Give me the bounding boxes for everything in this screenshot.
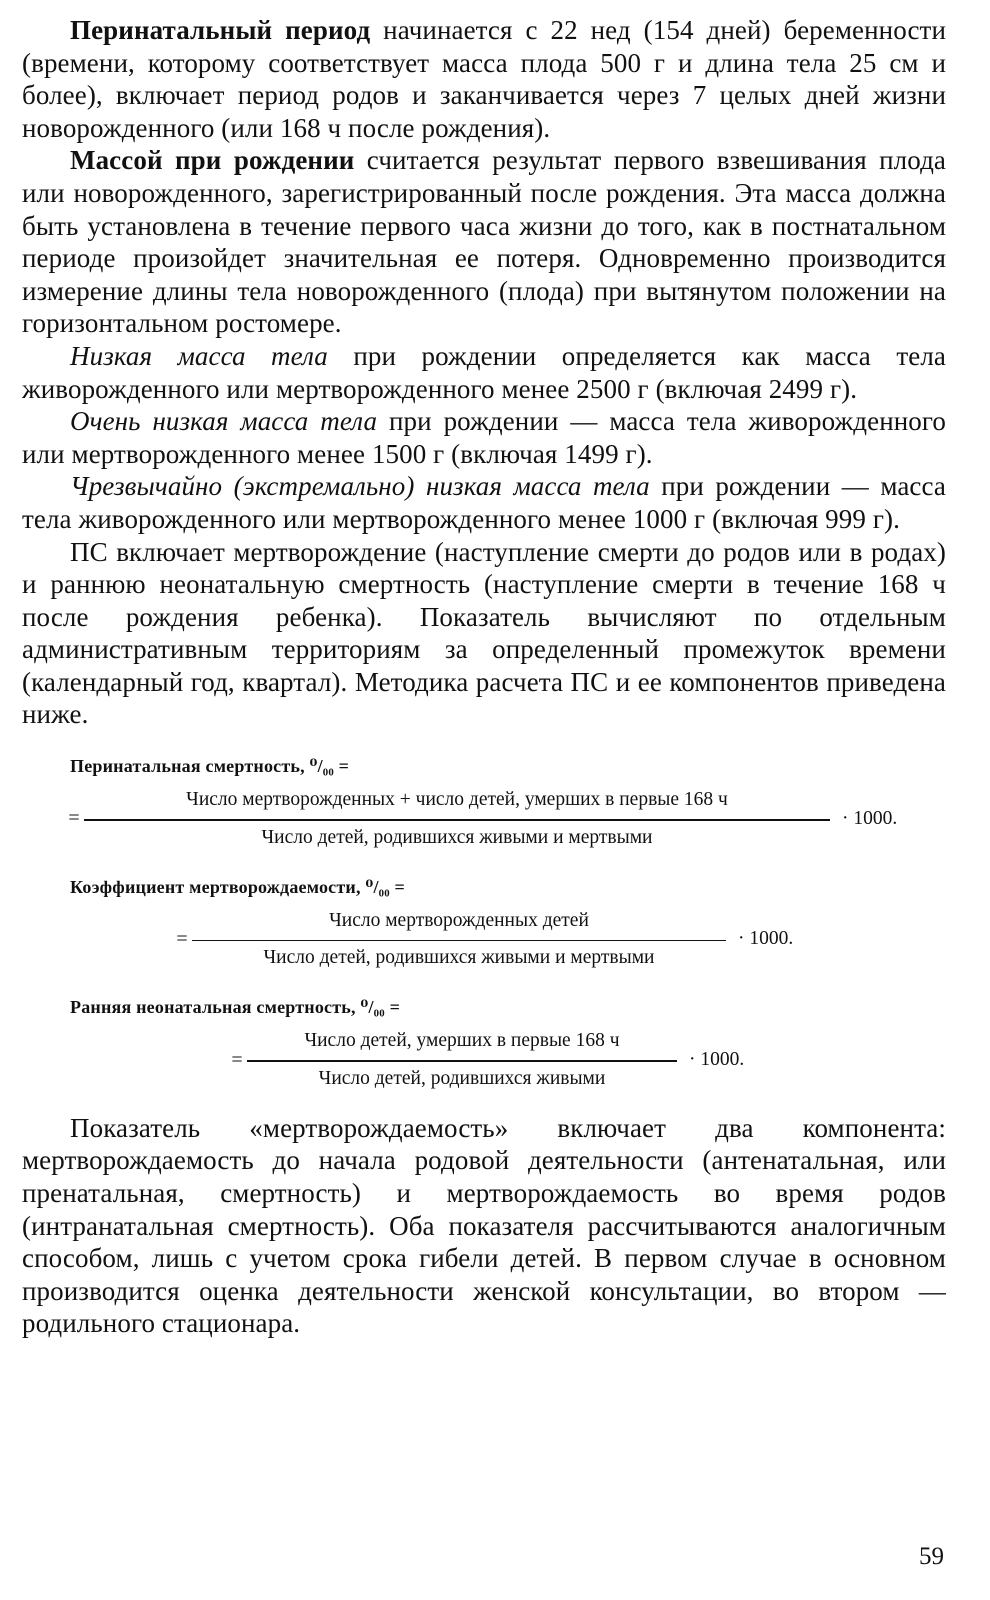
- term-extremely-low-weight: Чрезвычайно (экстремально) низкая масса тела: [70, 471, 650, 502]
- fraction-bar: [247, 1060, 677, 1062]
- fraction-bar: [192, 940, 726, 942]
- page-body: [22, 14, 946, 1340]
- paragraph-text: при рождении определяется как масса тела живорожденного или мертворожденного менее 2500 г (включая 2499 г).: [22, 340, 946, 404]
- paragraph-very-low-weight: [22, 405, 946, 470]
- fraction-row: [64, 787, 946, 851]
- formula-title: Ранняя неонатальная смертность, ⁰/₀₀ =: [70, 997, 401, 1018]
- term-low-weight: Низкая масса тела: [70, 340, 328, 371]
- page-number: 59: [919, 1543, 944, 1570]
- fraction: [192, 908, 726, 972]
- paragraph-text: начинается с 22 нед (154 дней) беременности (времени, которому соответствует масса плода 500 г и длина тела 25 см и более), включает период родов и заканчивается через 7 целых дней жизни новорожденного (или 168 ч после рождения).: [22, 15, 947, 143]
- equals-sign: =: [231, 1048, 243, 1071]
- multiplier: · 1000.: [738, 928, 794, 950]
- multiplier: · 1000.: [842, 807, 898, 829]
- fraction-row: [227, 1028, 946, 1092]
- formula-stillbirth-rate: [22, 877, 946, 972]
- term-birth-weight: Массой при рождении: [70, 145, 355, 176]
- paragraph-text: при рождении — масса тела живорожденного или мертворожденного менее 1000 г (включая 999 г).: [22, 471, 947, 534]
- denominator: Число детей, родившихся живыми и мертвыми: [261, 826, 653, 848]
- term-very-low-weight: Очень низкая масса тела: [70, 406, 378, 437]
- paragraph-stillbirth-components: [22, 1112, 946, 1340]
- fraction: [247, 1028, 677, 1092]
- equals-sign: =: [176, 927, 188, 950]
- fraction: [84, 787, 830, 851]
- formula-title: Коэффициент мертворождаемости, ⁰/₀₀ =: [70, 876, 406, 897]
- formula-perinatal-mortality: [22, 756, 946, 851]
- paragraph-text: считается результат первого взвешивания плода или новорожденного, зарегистрированный после рождения. Эта масса должна быть установлена в течение первого часа жизни до того, как в постнатальном периоде произойдет значительная ее потеря. Одновременно производится измерение длины тела новорожденного (плода) при вытянутом положении на горизонтальном ростомере.: [22, 145, 946, 339]
- paragraph-perinatal-period: [22, 14, 946, 144]
- fraction-bar: [84, 819, 830, 821]
- numerator: Число мертворожденных + число детей, умерших в первые 168 ч: [186, 789, 728, 811]
- paragraph-birth-weight: [22, 144, 946, 340]
- paragraph-text: ПС включает мертворождение (наступление смерти до родов или в родах) и раннюю неонатальную смертность (наступление смерти в течение 168 ч после рождения ребенка). Показатель вычисляют по отдельным административным территориям за определенный промежуток времени (календарный год, квартал). Методика расчета ПС и ее компонентов приведена ниже.: [22, 536, 946, 730]
- paragraph-ps-definition: [22, 536, 946, 732]
- paragraph-text: Показатель «мертворождаемость» включает два компонента: мертворождаемость до начала родовой деятельности (антенатальная, или пренатальная, смертность) и мертворождаемость во время родов (интранатальная смертность). Оба показателя рассчитываются аналогичным способом, лишь с учетом срока гибели детей. В первом случае в основном производится оценка деятельности женской консультации, во втором — родильного стационара.: [22, 1112, 946, 1339]
- numerator: Число детей, умерших в первые 168 ч: [304, 1030, 620, 1052]
- numerator: Число мертворожденных детей: [329, 909, 589, 931]
- formula-early-neonatal-mortality: [22, 997, 946, 1092]
- paragraph-text: при рождении — масса тела живорожденного или мертворожденного менее 1500 г (включая 1499 г).: [22, 406, 946, 469]
- denominator: Число детей, родившихся живыми: [318, 1067, 606, 1089]
- paragraph-extremely-low-weight: [22, 470, 946, 535]
- term-perinatal-period: Перинатальный период: [70, 15, 371, 45]
- denominator: Число детей, родившихся живыми и мертвыми: [263, 947, 655, 969]
- formula-title: Перинатальная смертность, ⁰/₀₀ =: [70, 756, 350, 777]
- paragraph-low-weight: [22, 340, 946, 405]
- fraction-row: [172, 908, 946, 972]
- equals-sign: =: [68, 807, 80, 830]
- multiplier: · 1000.: [689, 1049, 745, 1071]
